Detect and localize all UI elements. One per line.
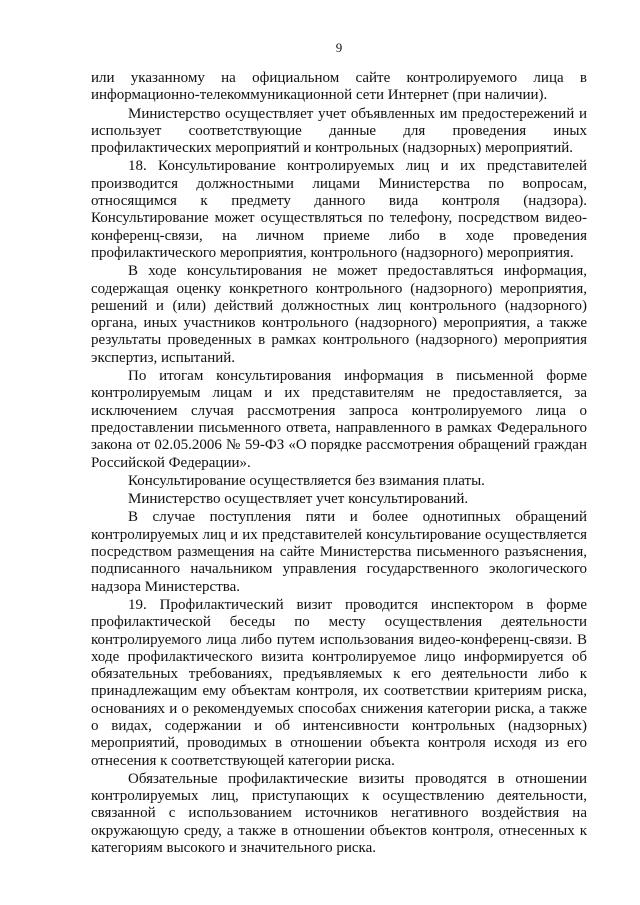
paragraph-item-18: 18. Консультирование контролируемых лиц и их представителей производится должностными лицами Министерства по вопросам, относящимся к предмету данного вида контроля (надзора). Консультирование может осуществляться по телефону, посредством видео-конференц-связи, на личном приеме либо в ходе проведения профилактического мероприятия, контрольного (надзорного) мероприятия. bbox=[91, 158, 587, 261]
paragraph-free-of-charge: Консультирование осуществляется без взимания платы. bbox=[128, 472, 485, 489]
paragraph-mandatory-visits: Обязательные профилактические визиты проводятся в отношении контролируемых лиц, приступающих к осуществлению деятельности, связанной с использованием источников негативного воздействия на окружающую среду, а также в отношении объектов контроля, отнесенных к категориям высокого и значительного риска. bbox=[91, 770, 587, 857]
paragraph-item-19: 19. Профилактический визит проводится инспектором в форме профилактической беседы по месту осуществления деятельности контролируемого лица либо путем использования видео-конференц-связи. В ходе профилактического визита контролируемое лицо информируется об обязательных требованиях, предъявляемых к его деятельности либо к принадлежащим ему объектам контроля, их соответствии критериям риска, основаниях и о рекомендуемых способах снижения категории риска, а также о видах, содержании и об интенсивности контрольных (надзорных) мероприятий, проводимых в отношении объекта контроля исходя из его отнесения к соответствующей категории риска. bbox=[91, 596, 587, 769]
paragraph-consulting-restrictions: В ходе консультирования не может предоставляться информация, содержащая оценку конкретного контрольного (надзорного) мероприятия, решений и (или) действий должностных лиц контрольного (надзорного) органа, иных участников контрольного (надзорного) мероприятия, а также результаты проведенных в рамках контрольного (надзорного) мероприятия экспертиз, испытаний. bbox=[91, 263, 587, 366]
paragraph-consulting-accounting: Министерство осуществляет учет консультирований. bbox=[128, 491, 469, 508]
paragraph-written-answer: По итогам консультирования информация в письменной форме контролируемым лицам и их представителям не предоставляется, за исключением случая рассмотрения запроса контролируемого лица о предоставлении письменного ответа, направленного в рамках Федерального закона от 02.05.2006 № 59-ФЗ «О порядке рассмотрения обращений граждан Российской Федерации». bbox=[91, 368, 587, 471]
paragraph-warnings-accounting: Министерство осуществляет учет объявленных им предостережений и использует соответствующие данные для проведения иных профилактических мероприятий и контрольных (надзорных) мероприятий. bbox=[91, 105, 587, 157]
paragraph-identical-requests: В случае поступления пяти и более однотипных обращений контролируемых лиц и их представителей консультирование осуществляется посредством размещения на сайте Министерства письменного разъяснения, подписанного начальником управления государственного экологического надзора Министерства. bbox=[91, 509, 587, 595]
paragraph-continuation: или указанному на официальном сайте контролируемого лица в информационно-телекоммуникационной сети Интернет (при наличии). bbox=[91, 70, 587, 104]
page-number: 9 bbox=[335, 40, 343, 55]
